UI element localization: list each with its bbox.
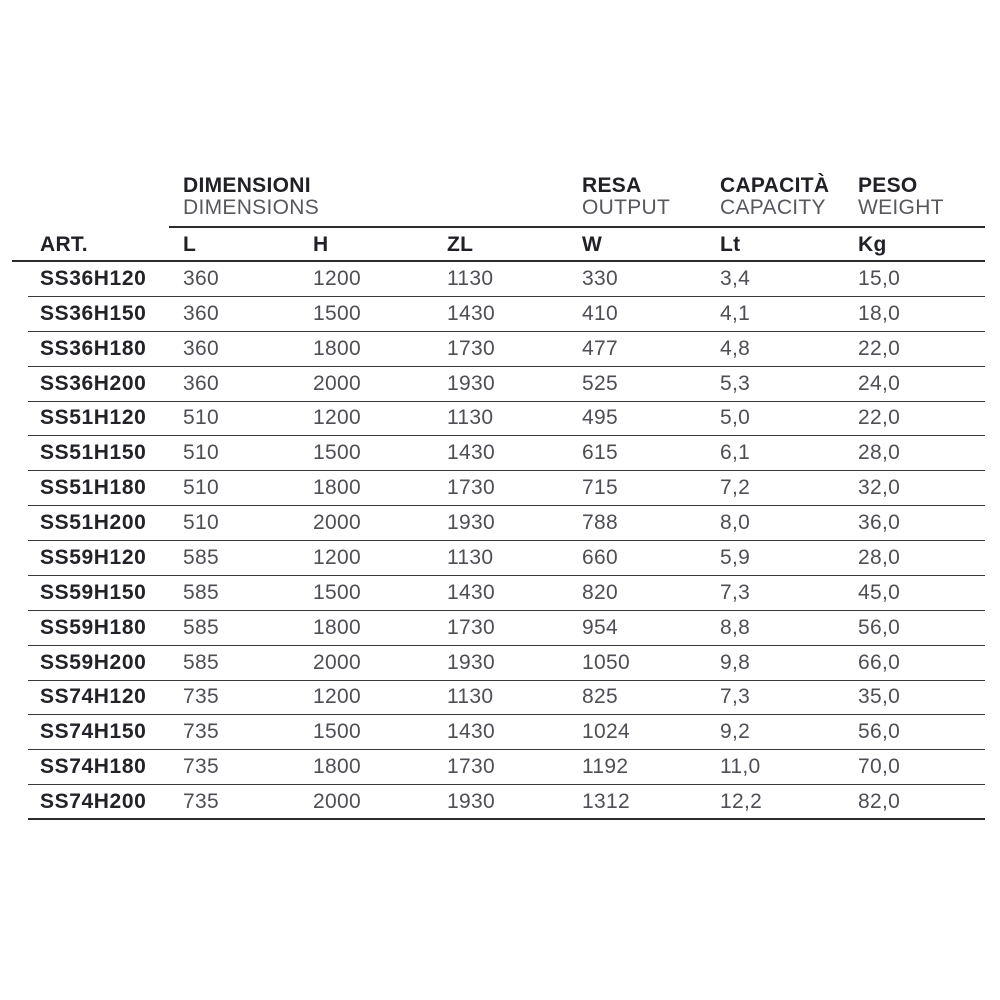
cell-zl: 1430 [447, 720, 495, 744]
cell-art: SS51H150 [40, 441, 147, 465]
group-header-spacer [28, 172, 169, 228]
group-weight [844, 172, 985, 228]
cell-zl: 1730 [447, 615, 495, 639]
cell-art: SS59H150 [40, 580, 147, 604]
cell-h: 2000 [313, 511, 361, 535]
cell-l: 735 [183, 720, 219, 744]
group-dimensions-en: DIMENSIONS [183, 196, 320, 219]
table-row [28, 715, 985, 750]
group-header-row [28, 172, 985, 228]
cell-w: 825 [582, 685, 618, 709]
cell-art: SS36H150 [40, 301, 147, 325]
group-output-it: RESA [582, 174, 642, 197]
cell-w: 1050 [582, 650, 630, 674]
cell-h: 1200 [313, 545, 361, 569]
cell-l: 735 [183, 789, 219, 813]
group-weight-it: PESO [858, 174, 918, 197]
col-header-art: ART. [40, 233, 88, 256]
cell-zl: 1930 [447, 371, 495, 395]
table-row [28, 785, 985, 820]
header-underline [12, 260, 985, 262]
cell-zl: 1130 [447, 406, 494, 430]
cell-kg: 28,0 [858, 545, 901, 569]
cell-kg: 24,0 [858, 371, 901, 395]
cell-zl: 1730 [447, 755, 495, 779]
cell-h: 1800 [313, 755, 361, 779]
cell-lt: 4,1 [720, 301, 751, 325]
table-row [28, 367, 985, 402]
cell-h: 1500 [313, 720, 361, 744]
col-header-w: W [582, 233, 603, 256]
cell-w: 954 [582, 615, 618, 639]
cell-l: 510 [183, 406, 219, 430]
cell-art: SS51H200 [40, 511, 147, 535]
group-weight-en: WEIGHT [858, 196, 944, 219]
cell-lt: 4,8 [720, 336, 751, 360]
cell-w: 495 [582, 406, 618, 430]
cell-l: 510 [183, 476, 219, 500]
cell-kg: 45,0 [858, 580, 901, 604]
cell-l: 360 [183, 266, 219, 290]
group-dimensions-it: DIMENSIONI [183, 174, 311, 197]
group-output [568, 172, 706, 228]
cell-zl: 1430 [447, 580, 495, 604]
table-row [28, 646, 985, 681]
table-row [28, 541, 985, 576]
cell-kg: 56,0 [858, 720, 901, 744]
cell-art: SS74H120 [40, 685, 147, 709]
cell-h: 1800 [313, 476, 361, 500]
cell-art: SS74H200 [40, 789, 147, 813]
table-row [28, 332, 985, 367]
cell-l: 585 [183, 615, 219, 639]
cell-art: SS51H180 [40, 476, 147, 500]
cell-art: SS36H180 [40, 336, 147, 360]
table-row [28, 611, 985, 646]
cell-kg: 35,0 [858, 685, 901, 709]
cell-l: 585 [183, 650, 219, 674]
column-header-row [28, 228, 985, 262]
cell-lt: 8,8 [720, 615, 751, 639]
cell-kg: 18,0 [858, 301, 901, 325]
cell-lt: 6,1 [720, 441, 751, 465]
cell-l: 585 [183, 580, 219, 604]
group-dimensions [169, 172, 568, 228]
cell-kg: 32,0 [858, 476, 901, 500]
table-row [28, 681, 985, 716]
cell-h: 1200 [313, 266, 361, 290]
cell-zl: 1930 [447, 650, 495, 674]
cell-l: 360 [183, 371, 219, 395]
cell-w: 615 [582, 441, 618, 465]
cell-kg: 36,0 [858, 511, 901, 535]
cell-art: SS36H120 [40, 266, 147, 290]
cell-zl: 1930 [447, 789, 495, 813]
cell-art: SS59H180 [40, 615, 147, 639]
cell-lt: 7,3 [720, 580, 751, 604]
cell-kg: 28,0 [858, 441, 901, 465]
cell-art: SS51H120 [40, 406, 147, 430]
cell-w: 525 [582, 371, 618, 395]
cell-lt: 3,4 [720, 266, 751, 290]
cell-h: 1500 [313, 580, 361, 604]
cell-zl: 1430 [447, 441, 495, 465]
cell-w: 1192 [582, 755, 629, 779]
cell-w: 330 [582, 266, 618, 290]
product-spec-table [28, 172, 985, 820]
cell-lt: 5,0 [720, 406, 751, 430]
group-output-en: OUTPUT [582, 196, 671, 219]
cell-l: 360 [183, 336, 219, 360]
col-header-zl: ZL [447, 233, 474, 256]
cell-l: 585 [183, 545, 219, 569]
cell-h: 1200 [313, 685, 361, 709]
cell-lt: 5,3 [720, 371, 751, 395]
cell-art: SS36H200 [40, 371, 147, 395]
cell-l: 510 [183, 441, 219, 465]
cell-kg: 56,0 [858, 615, 901, 639]
cell-zl: 1730 [447, 336, 495, 360]
cell-w: 477 [582, 336, 618, 360]
cell-h: 2000 [313, 789, 361, 813]
col-header-kg: Kg [858, 233, 887, 256]
col-header-lt: Lt [720, 233, 741, 256]
group-capacity-en: CAPACITY [720, 196, 826, 219]
cell-l: 360 [183, 301, 219, 325]
table-row [28, 297, 985, 332]
cell-art: SS59H200 [40, 650, 147, 674]
table-row [28, 506, 985, 541]
cell-lt: 5,9 [720, 545, 751, 569]
cell-kg: 22,0 [858, 336, 901, 360]
cell-w: 410 [582, 301, 618, 325]
cell-w: 820 [582, 580, 618, 604]
col-header-h: H [313, 233, 329, 256]
cell-h: 2000 [313, 650, 361, 674]
cell-art: SS74H150 [40, 720, 147, 744]
group-capacity-it: CAPACITÀ [720, 174, 830, 197]
cell-kg: 22,0 [858, 406, 901, 430]
cell-zl: 1130 [447, 266, 494, 290]
table-row [28, 436, 985, 471]
group-capacity [706, 172, 844, 228]
cell-h: 1500 [313, 301, 361, 325]
cell-lt: 9,2 [720, 720, 751, 744]
cell-art: SS59H120 [40, 545, 147, 569]
cell-w: 660 [582, 545, 618, 569]
table-row [28, 402, 985, 437]
cell-kg: 66,0 [858, 650, 901, 674]
group-underline [169, 226, 985, 228]
col-header-l: L [183, 233, 197, 256]
cell-kg: 70,0 [858, 755, 901, 779]
cell-h: 1800 [313, 336, 361, 360]
cell-zl: 1930 [447, 511, 495, 535]
table-row [28, 750, 985, 785]
cell-l: 735 [183, 755, 219, 779]
table-row [28, 576, 985, 611]
cell-h: 1800 [313, 615, 361, 639]
cell-lt: 8,0 [720, 511, 751, 535]
cell-zl: 1730 [447, 476, 495, 500]
cell-w: 1312 [582, 789, 630, 813]
cell-w: 788 [582, 511, 618, 535]
cell-zl: 1130 [447, 685, 494, 709]
cell-lt: 12,2 [720, 789, 763, 813]
cell-h: 1200 [313, 406, 361, 430]
cell-w: 715 [582, 476, 618, 500]
cell-zl: 1430 [447, 301, 495, 325]
table-row [28, 471, 985, 506]
cell-w: 1024 [582, 720, 630, 744]
table-body [28, 262, 985, 820]
cell-lt: 11,0 [720, 755, 761, 779]
cell-lt: 7,2 [720, 476, 751, 500]
cell-l: 510 [183, 511, 219, 535]
cell-h: 2000 [313, 371, 361, 395]
cell-h: 1500 [313, 441, 361, 465]
table-row [28, 262, 985, 297]
cell-zl: 1130 [447, 545, 494, 569]
cell-l: 735 [183, 685, 219, 709]
cell-art: SS74H180 [40, 755, 147, 779]
cell-kg: 82,0 [858, 789, 901, 813]
cell-lt: 7,3 [720, 685, 751, 709]
cell-lt: 9,8 [720, 650, 751, 674]
cell-kg: 15,0 [858, 266, 901, 290]
